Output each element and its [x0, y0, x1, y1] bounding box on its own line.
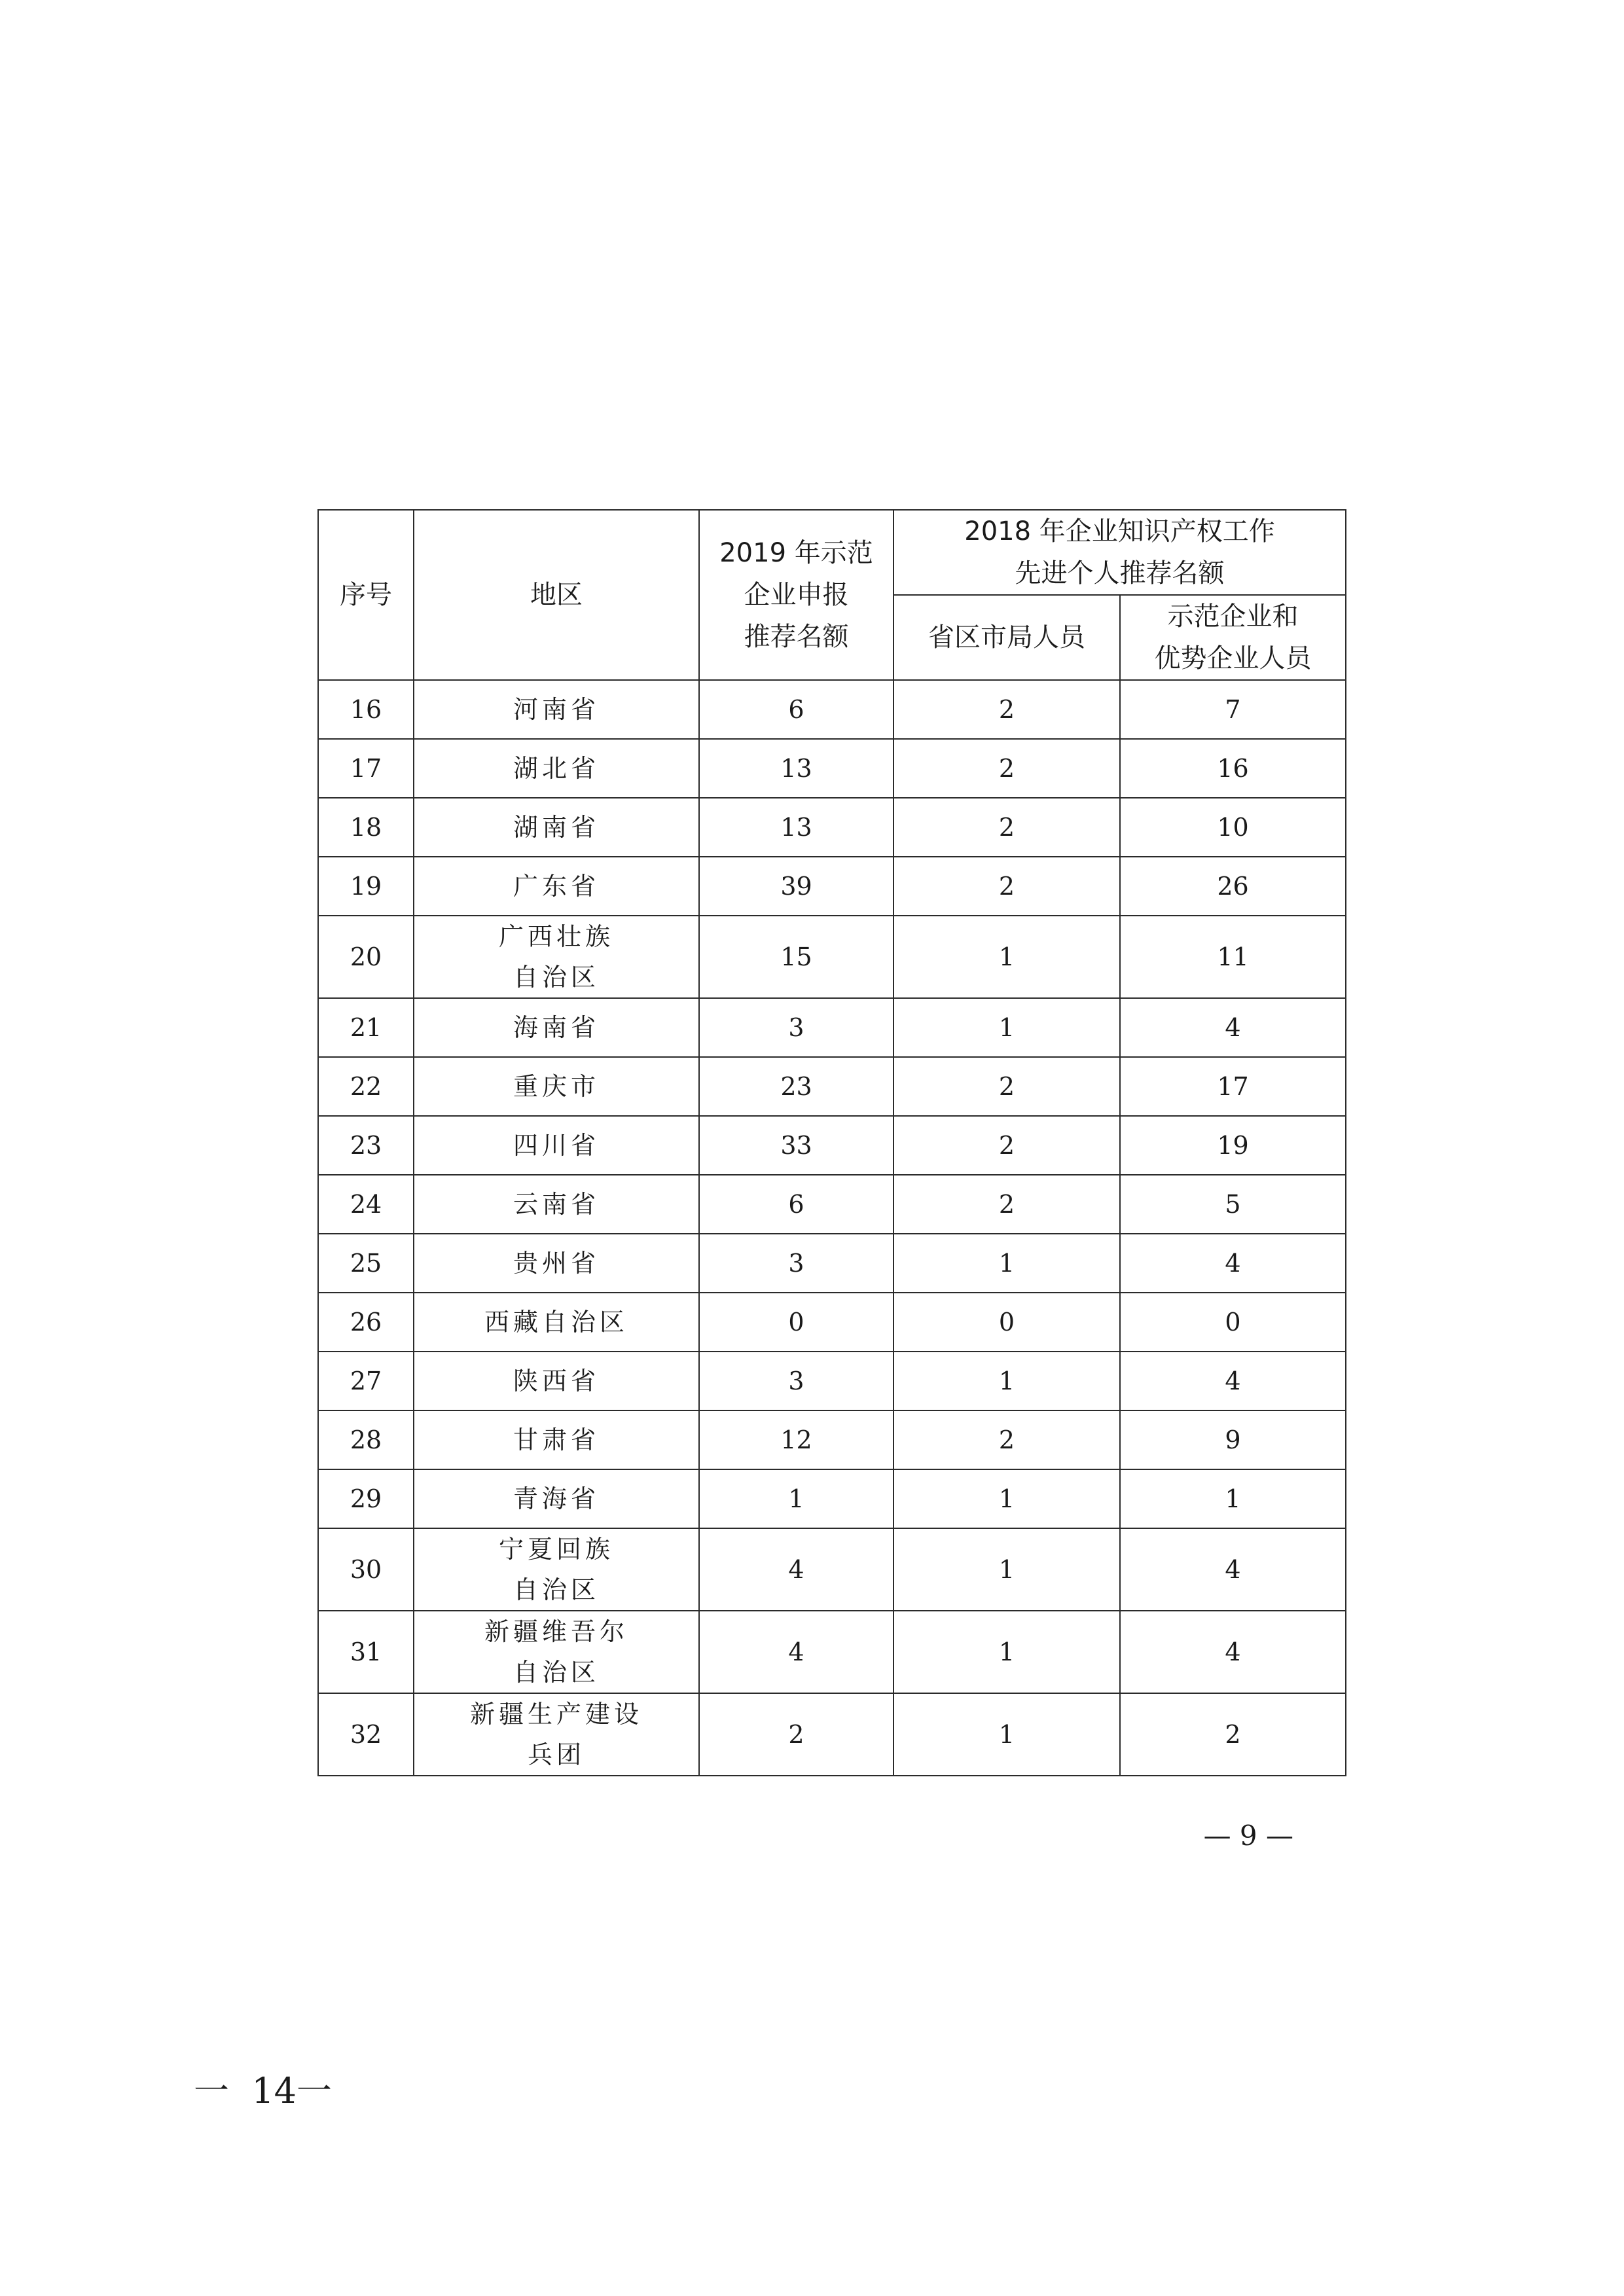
header-row-1 [318, 510, 1346, 595]
cell-seq: 22 [318, 1057, 414, 1116]
cell-enterprise: 7 [1120, 680, 1346, 739]
cell-quota-2019: 23 [699, 1057, 893, 1116]
table-row [318, 1693, 1346, 1776]
cell-provincial: 1 [893, 1234, 1120, 1293]
cell-provincial: 2 [893, 857, 1120, 916]
cell-seq: 23 [318, 1116, 414, 1175]
cell-quota-2019: 39 [699, 857, 893, 916]
cell-enterprise: 4 [1120, 1528, 1346, 1611]
cell-region: 云南省 [414, 1175, 699, 1234]
cell-enterprise: 10 [1120, 798, 1346, 857]
cell-region: 河南省 [414, 680, 699, 739]
table-row [318, 1293, 1346, 1352]
header-region: 地区 [414, 510, 699, 680]
cell-provincial: 2 [893, 798, 1120, 857]
cell-provincial: 1 [893, 998, 1120, 1057]
cell-region: 青海省 [414, 1469, 699, 1528]
cell-provincial: 2 [893, 1116, 1120, 1175]
cell-quota-2019: 33 [699, 1116, 893, 1175]
cell-provincial: 1 [893, 1693, 1120, 1776]
header-enterprise: 示范企业和 优势企业人员 [1120, 595, 1346, 680]
cell-provincial: 1 [893, 1611, 1120, 1693]
table-row [318, 916, 1346, 998]
cell-quota-2019: 4 [699, 1611, 893, 1693]
cell-region: 四川省 [414, 1116, 699, 1175]
cell-seq: 29 [318, 1469, 414, 1528]
header-provincial: 省区市局人员 [893, 595, 1120, 680]
table-row [318, 680, 1346, 739]
cell-region: 湖北省 [414, 739, 699, 798]
table-row [318, 998, 1346, 1057]
table-row [318, 1611, 1346, 1693]
quota-table [317, 509, 1346, 1776]
table-row [318, 1528, 1346, 1611]
cell-region: 新疆维吾尔 自治区 [414, 1611, 699, 1693]
cell-quota-2019: 6 [699, 680, 893, 739]
cell-enterprise: 19 [1120, 1116, 1346, 1175]
cell-enterprise: 4 [1120, 1352, 1346, 1410]
cell-provincial: 1 [893, 1469, 1120, 1528]
cell-quota-2019: 2 [699, 1693, 893, 1776]
cell-quota-2019: 3 [699, 1352, 893, 1410]
table-row [318, 1234, 1346, 1293]
cell-enterprise: 0 [1120, 1293, 1346, 1352]
cell-quota-2019: 3 [699, 998, 893, 1057]
table-row [318, 1352, 1346, 1410]
table-row [318, 739, 1346, 798]
cell-enterprise: 4 [1120, 998, 1346, 1057]
cell-seq: 21 [318, 998, 414, 1057]
header-seq: 序号 [318, 510, 414, 680]
cell-enterprise: 4 [1120, 1611, 1346, 1693]
cell-provincial: 2 [893, 1410, 1120, 1469]
cell-provincial: 2 [893, 1175, 1120, 1234]
cell-seq: 26 [318, 1293, 414, 1352]
cell-region: 陕西省 [414, 1352, 699, 1410]
cell-enterprise: 5 [1120, 1175, 1346, 1234]
cell-region: 重庆市 [414, 1057, 699, 1116]
cell-region: 宁夏回族 自治区 [414, 1528, 699, 1611]
cell-seq: 20 [318, 916, 414, 998]
cell-enterprise: 16 [1120, 739, 1346, 798]
cell-seq: 16 [318, 680, 414, 739]
table-row [318, 1469, 1346, 1528]
table-row [318, 1057, 1346, 1116]
table-row [318, 1116, 1346, 1175]
cell-provincial: 2 [893, 739, 1120, 798]
cell-provincial: 1 [893, 916, 1120, 998]
cell-enterprise: 11 [1120, 916, 1346, 998]
cell-quota-2019: 6 [699, 1175, 893, 1234]
cell-region: 广西壮族 自治区 [414, 916, 699, 998]
header-group-2018: 2018 年企业知识产权工作 先进个人推荐名额 [893, 510, 1346, 595]
inner-page-number: — 9 — [1203, 1820, 1293, 1852]
cell-seq: 25 [318, 1234, 414, 1293]
cell-seq: 32 [318, 1693, 414, 1776]
cell-enterprise: 2 [1120, 1693, 1346, 1776]
header-quota-2019: 2019 年示范 企业申报 推荐名额 [699, 510, 893, 680]
cell-seq: 19 [318, 857, 414, 916]
cell-enterprise: 17 [1120, 1057, 1346, 1116]
cell-region: 海南省 [414, 998, 699, 1057]
cell-enterprise: 26 [1120, 857, 1346, 916]
cell-provincial: 2 [893, 1057, 1120, 1116]
cell-region: 贵州省 [414, 1234, 699, 1293]
cell-quota-2019: 12 [699, 1410, 893, 1469]
table-row [318, 1175, 1346, 1234]
table-row [318, 1410, 1346, 1469]
cell-region: 广东省 [414, 857, 699, 916]
table-header [318, 510, 1346, 680]
cell-seq: 24 [318, 1175, 414, 1234]
cell-quota-2019: 13 [699, 798, 893, 857]
cell-provincial: 1 [893, 1528, 1120, 1611]
cell-seq: 18 [318, 798, 414, 857]
cell-enterprise: 1 [1120, 1469, 1346, 1528]
cell-quota-2019: 1 [699, 1469, 893, 1528]
cell-enterprise: 4 [1120, 1234, 1346, 1293]
cell-quota-2019: 0 [699, 1293, 893, 1352]
table-row [318, 857, 1346, 916]
outer-page-number: 一 14一 [194, 2070, 333, 2111]
cell-region: 西藏自治区 [414, 1293, 699, 1352]
cell-seq: 31 [318, 1611, 414, 1693]
cell-seq: 17 [318, 739, 414, 798]
cell-provincial: 1 [893, 1352, 1120, 1410]
cell-region: 甘肃省 [414, 1410, 699, 1469]
cell-provincial: 0 [893, 1293, 1120, 1352]
cell-enterprise: 9 [1120, 1410, 1346, 1469]
cell-seq: 27 [318, 1352, 414, 1410]
cell-provincial: 2 [893, 680, 1120, 739]
cell-quota-2019: 3 [699, 1234, 893, 1293]
cell-quota-2019: 4 [699, 1528, 893, 1611]
cell-region: 新疆生产建设 兵团 [414, 1693, 699, 1776]
cell-seq: 28 [318, 1410, 414, 1469]
cell-region: 湖南省 [414, 798, 699, 857]
cell-seq: 30 [318, 1528, 414, 1611]
table-body [318, 680, 1346, 1776]
cell-quota-2019: 13 [699, 739, 893, 798]
table-row [318, 798, 1346, 857]
cell-quota-2019: 15 [699, 916, 893, 998]
